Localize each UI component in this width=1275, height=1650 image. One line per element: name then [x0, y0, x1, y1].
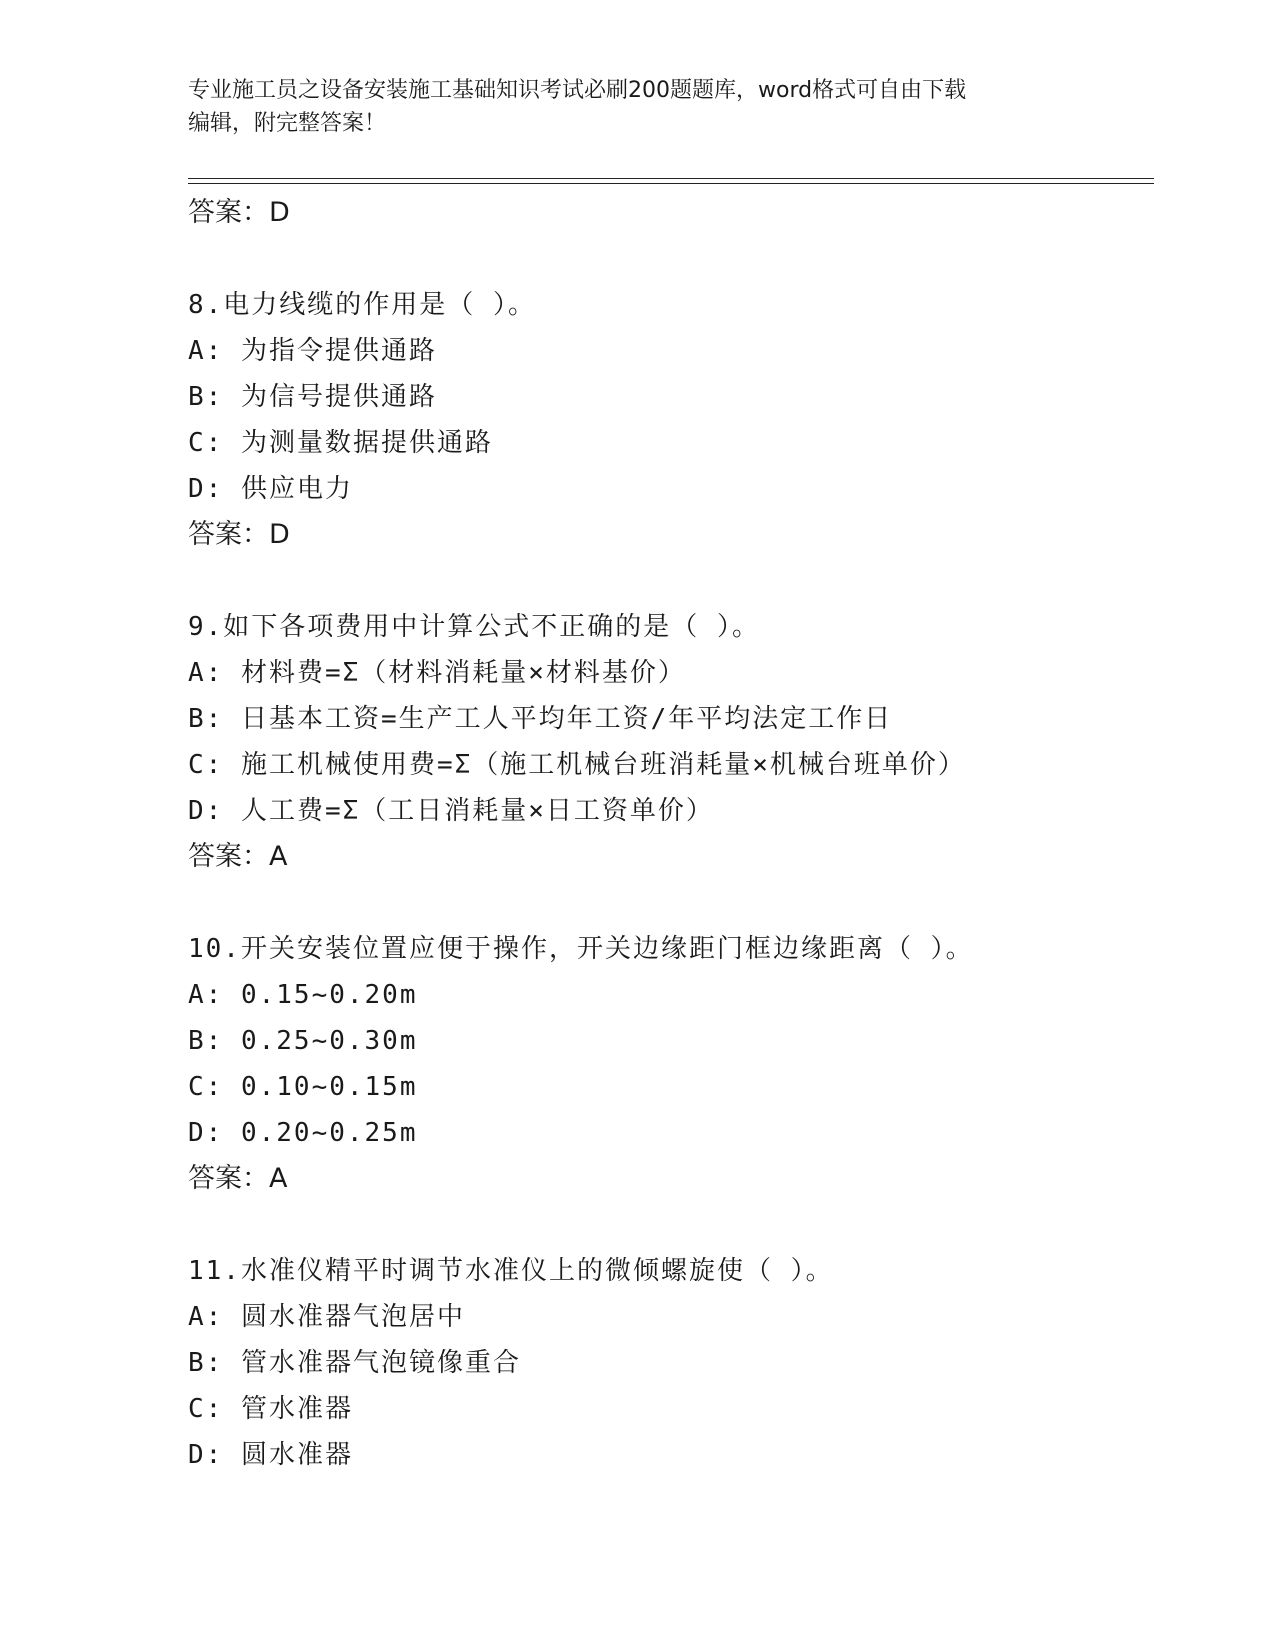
- question-list: [188, 190, 1168, 1478]
- option-b: B: 日基本工资=生产工人平均年工资/年平均法定工作日: [188, 704, 893, 734]
- option-a: A: 圆水准器气泡居中: [188, 1302, 465, 1332]
- header-divider-bottom: [188, 183, 1154, 184]
- answer-line: 答案：D: [188, 519, 290, 550]
- option-a: A: 材料费=Σ（材料消耗量×材料基价）: [188, 658, 686, 688]
- question-9: [188, 604, 1168, 880]
- question-stem: 9.如下各项费用中计算公式不正确的是（ ）。: [188, 612, 760, 642]
- header-title-line-1: 专业施工员之设备安装施工基础知识考试必刷200题题库，word格式可自由下载: [188, 78, 967, 103]
- answer-line: 答案：A: [188, 841, 288, 872]
- option-d: D: 圆水准器: [188, 1440, 353, 1470]
- option-c: C: 管水准器: [188, 1394, 353, 1424]
- question-8: [188, 282, 1168, 558]
- option-d: D: 人工费=Σ（工日消耗量×日工资单价）: [188, 796, 714, 826]
- answer-line: 答案：A: [188, 1163, 288, 1194]
- question-11: [188, 1248, 1168, 1478]
- option-b: B: 0.25~0.30m: [188, 1026, 418, 1056]
- answer-line: 答案：D: [188, 197, 290, 228]
- option-d: D: 0.20~0.25m: [188, 1118, 418, 1148]
- option-c: C: 为测量数据提供通路: [188, 428, 493, 458]
- option-a: A: 为指令提供通路: [188, 336, 437, 366]
- option-a: A: 0.15~0.20m: [188, 980, 418, 1010]
- document-header: [188, 74, 1088, 140]
- header-divider-top: [188, 178, 1154, 179]
- option-b: B: 为信号提供通路: [188, 382, 437, 412]
- header-title-line-2: 编辑，附完整答案！: [188, 111, 387, 136]
- question-stem: 10.开关安装位置应便于操作，开关边缘距门框边缘距离（ ）。: [188, 934, 974, 964]
- question-stem: 11.水准仪精平时调节水准仪上的微倾螺旋使（ ）。: [188, 1256, 834, 1286]
- question-stem: 8.电力线缆的作用是（ ）。: [188, 290, 536, 320]
- question-10: [188, 926, 1168, 1202]
- option-d: D: 供应电力: [188, 474, 353, 504]
- option-c: C: 施工机械使用费=Σ（施工机械台班消耗量×机械台班单价）: [188, 750, 966, 780]
- option-b: B: 管水准器气泡镜像重合: [188, 1348, 521, 1378]
- option-c: C: 0.10~0.15m: [188, 1072, 418, 1102]
